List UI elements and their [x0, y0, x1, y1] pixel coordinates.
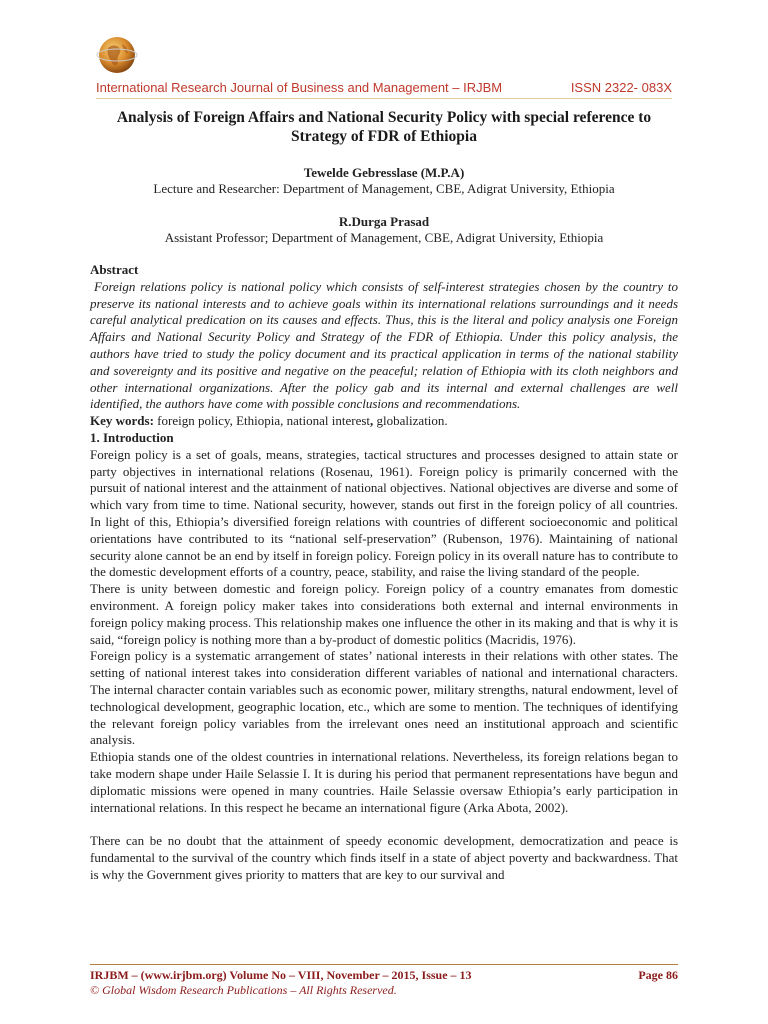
- journal-name: International Research Journal of Business and Management – IRJBM: [96, 80, 503, 95]
- keywords-text: foreign policy, Ethiopia, national interest: [157, 413, 371, 429]
- paragraph-spacer: [90, 816, 678, 833]
- introduction-heading: 1. Introduction: [90, 429, 174, 445]
- author-block-2: [90, 214, 678, 246]
- page-label: Page: [638, 968, 666, 982]
- keywords-label: Key words:: [90, 413, 154, 429]
- running-header: [96, 80, 672, 99]
- author-affiliation: Lecture and Researcher: Department of Management, CBE, Adigrat University, Ethiopia: [153, 181, 615, 196]
- body-paragraph: Foreign policy is a set of goals, means, strategies, tactical structures and processes designed to attain state or party objectives in international relations (Rosenau, 1961). Foreign policy is primarily concerned with the pursuit of national interest and the attainment of national objectives. National objectives are diverse and some of which vary from time to time. National security, however, stands out first in the foreign policy of all countries. In light of this, Ethiopia’s diversified foreign relations with countries of different socioeconomic and political orientations have contributed to its “national self-preservation” (Rubenson, 1976). Maintaining of national security alone cannot be an end by itself in foreign policy. Foreign policy in its overall nature has to contribute to the domestic development efforts of a country, peace, stability, and raise the living standard of the people.: [90, 446, 678, 580]
- journal-logo-globe-icon: [96, 34, 138, 76]
- author-affiliation: Assistant Professor; Department of Management, CBE, Adigrat University, Ethiopia: [164, 230, 604, 245]
- keywords-line: [90, 413, 678, 430]
- author-name: Tewelde Gebresslase (M.P.A): [303, 165, 465, 180]
- issn-number: ISSN 2322- 083X: [570, 80, 672, 95]
- running-footer: [90, 964, 678, 998]
- body-paragraph: Ethiopia stands one of the oldest countries in international relations. Nevertheless, its foreign relations began to take modern shape under Haile Selassie I. It is during his period that permanent representations have begun and diplomatic missions were opened in many countries. Haile Selassie oversaw Ethiopia’s early participation in international relations. In this respect he became an international figure (Arka Abota, 2002).: [90, 749, 678, 815]
- author-name: R.Durga Prasad: [338, 214, 430, 229]
- body-paragraph: There can be no doubt that the attainment of speedy economic development, democratization and peace is fundamental to the survival of the country which finds itself in a state of abject poverty and backwardness. That is why the Government gives priority to matters that are key to our survival and: [90, 833, 678, 882]
- abstract-heading: Abstract: [90, 262, 139, 277]
- body-paragraph: There is unity between domestic and foreign policy. Foreign policy of a country emanates from domestic environment. A foreign policy maker takes into considerations both external and internal environments in foreign policy making process. This relationship makes one influence the other in its making and that is why it is said, “foreign policy is nothing more than a by-product of domestic politics (Macridis, 1976).: [90, 581, 678, 647]
- paper-body: [90, 262, 678, 883]
- keywords-tail: globalization.: [373, 413, 448, 429]
- footer-copyright: © Global Wisdom Research Publications – All Rights Reserved.: [90, 983, 397, 997]
- body-paragraph: Foreign policy is a systematic arrangement of states’ national interests in their relations with other states. The setting of national interest takes into consideration different variables of national and international characters. The internal character contain variables such as economic power, military strengths, natural endowment, level of technological development, geographic location, etc., which are some to mention. The techniques of identifying the relevant foreign policy variables from the irrelevant ones need an institutional approach and scientific analysis.: [90, 648, 678, 748]
- paper-title: Analysis of Foreign Affairs and National Security Policy with special reference to Strategy of FDR of Ethiopia: [116, 109, 652, 145]
- footer-citation: IRJBM – (www.irjbm.org) Volume No – VIII, November – 2015, Issue – 13: [90, 968, 472, 982]
- page-number: [638, 968, 678, 983]
- page-value: 86: [666, 968, 678, 982]
- keywords-comma: ,: [370, 413, 374, 429]
- author-block-1: [90, 165, 678, 197]
- abstract-text: Foreign relations policy is national policy which consists of self-interest strategies chosen by the country to preserve its national interests and to achieve goals within its international relations surroundings and it needs careful analytical predication on its causes and effects. Thus, this is the literal and policy analysis one Foreign Affairs and National Security Policy and Strategy of the FDR of Ethiopia. Under this policy analysis, the authors have tried to study the policy document and its practical application in terms of the national stability and sovereignty and its positive and negative on the peaceful; relation of Ethiopia with its cloth neighbors and other international organizations. After the policy gab and its internal and external challenges are well identified, the authors have come with possible conclusions and recommendations.: [90, 278, 678, 412]
